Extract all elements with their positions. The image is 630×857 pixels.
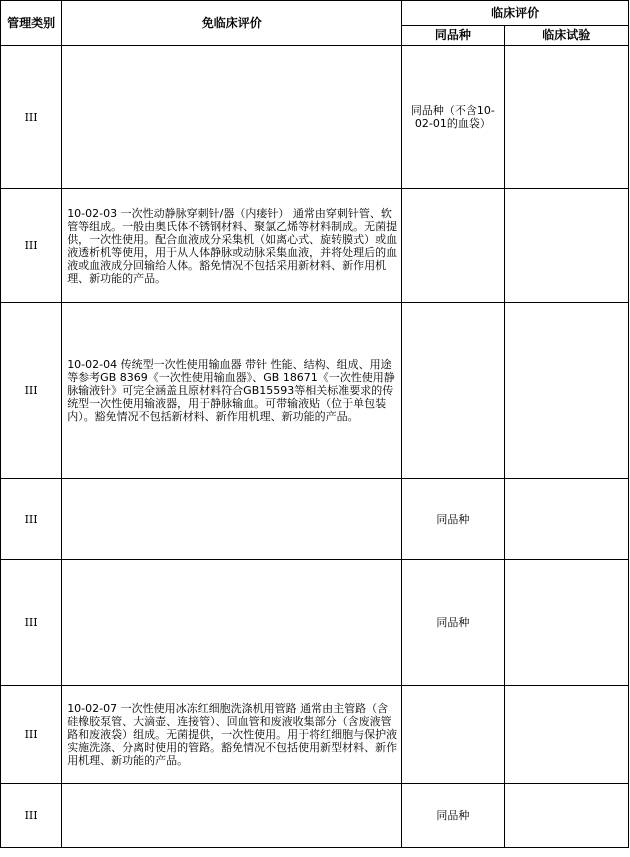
clinical-trial-cell <box>504 303 628 479</box>
category-cell: III <box>1 303 62 479</box>
clinical-trial-cell <box>504 46 628 189</box>
same-variety-cell <box>402 303 504 479</box>
category-cell: III <box>1 46 62 189</box>
same-variety-cell: 同品种 <box>402 784 504 848</box>
header-clinical: 临床评价 <box>402 1 629 26</box>
category-cell: III <box>1 686 62 784</box>
category-cell: III <box>1 189 62 303</box>
table-row <box>1 189 629 303</box>
exempt-cell <box>62 784 402 848</box>
exempt-cell: 10-02-03 一次性动静脉穿刺针/器（内瘘针） 通常由穿刺针管、软管等组成。一般由奥氏体不锈钢材料、聚氯乙烯等材料制成。无菌提供，一次性使用。配合血液成分采集机（如离心式、旋转膜式）或血液透析机等使用，用于从人体静脉或动脉采集血液，并将处理后的血液或血液成分回输给人体。豁免情况不包括采用新材料、新作用机理、新功能的产品。 <box>62 189 402 303</box>
clinical-trial-cell <box>504 479 628 560</box>
exempt-cell <box>62 46 402 189</box>
exempt-cell: 10-02-07 一次性使用冰冻红细胞洗涤机用管路 通常由主管路（含硅橡胶泵管、大滴壶、连接管）、回血管和废液收集部分（含废液管路和废液袋）组成。无菌提供，一次性使用。用于将红细胞与保护液实施洗涤、分离时使用的管路。豁免情况不包括使用新型材料、新作用机理、新功能的产品。 <box>62 686 402 784</box>
clinical-trial-cell <box>504 686 628 784</box>
header-clinical-trial: 临床试验 <box>504 26 628 46</box>
same-variety-cell <box>402 686 504 784</box>
clinical-trial-cell <box>504 189 628 303</box>
same-variety-cell <box>402 189 504 303</box>
same-variety-cell: 同品种 <box>402 560 504 686</box>
table-row <box>1 784 629 848</box>
clinical-trial-cell <box>504 784 628 848</box>
header-same-variety: 同品种 <box>402 26 504 46</box>
category-cell: III <box>1 560 62 686</box>
table-row <box>1 560 629 686</box>
table-row <box>1 686 629 784</box>
header-category: 管理类别 <box>1 1 62 46</box>
same-variety-cell: 同品种 <box>402 479 504 560</box>
category-cell: III <box>1 479 62 560</box>
table-row <box>1 46 629 189</box>
exempt-cell <box>62 479 402 560</box>
header-exempt: 免临床评价 <box>62 1 402 46</box>
category-cell: III <box>1 784 62 848</box>
table-row <box>1 303 629 479</box>
clinical-trial-cell <box>504 560 628 686</box>
exempt-cell <box>62 560 402 686</box>
same-variety-cell: 同品种（不含10-02-01的血袋） <box>402 46 504 189</box>
exempt-cell: 10-02-04 传统型一次性使用输血器 带针 性能、结构、组成、用途等参考GB 8369《一次性使用输血器》、GB 18671《一次性使用静脉输液针》可完全涵盖且原材料符合GB15593等相关标准要求的传统型一次性使用输液器，用于静脉输血。可带输液贴（位于单包装内）。豁免情况不包括新材料、新作用机理、新功能的产品。 <box>62 303 402 479</box>
table-row <box>1 479 629 560</box>
